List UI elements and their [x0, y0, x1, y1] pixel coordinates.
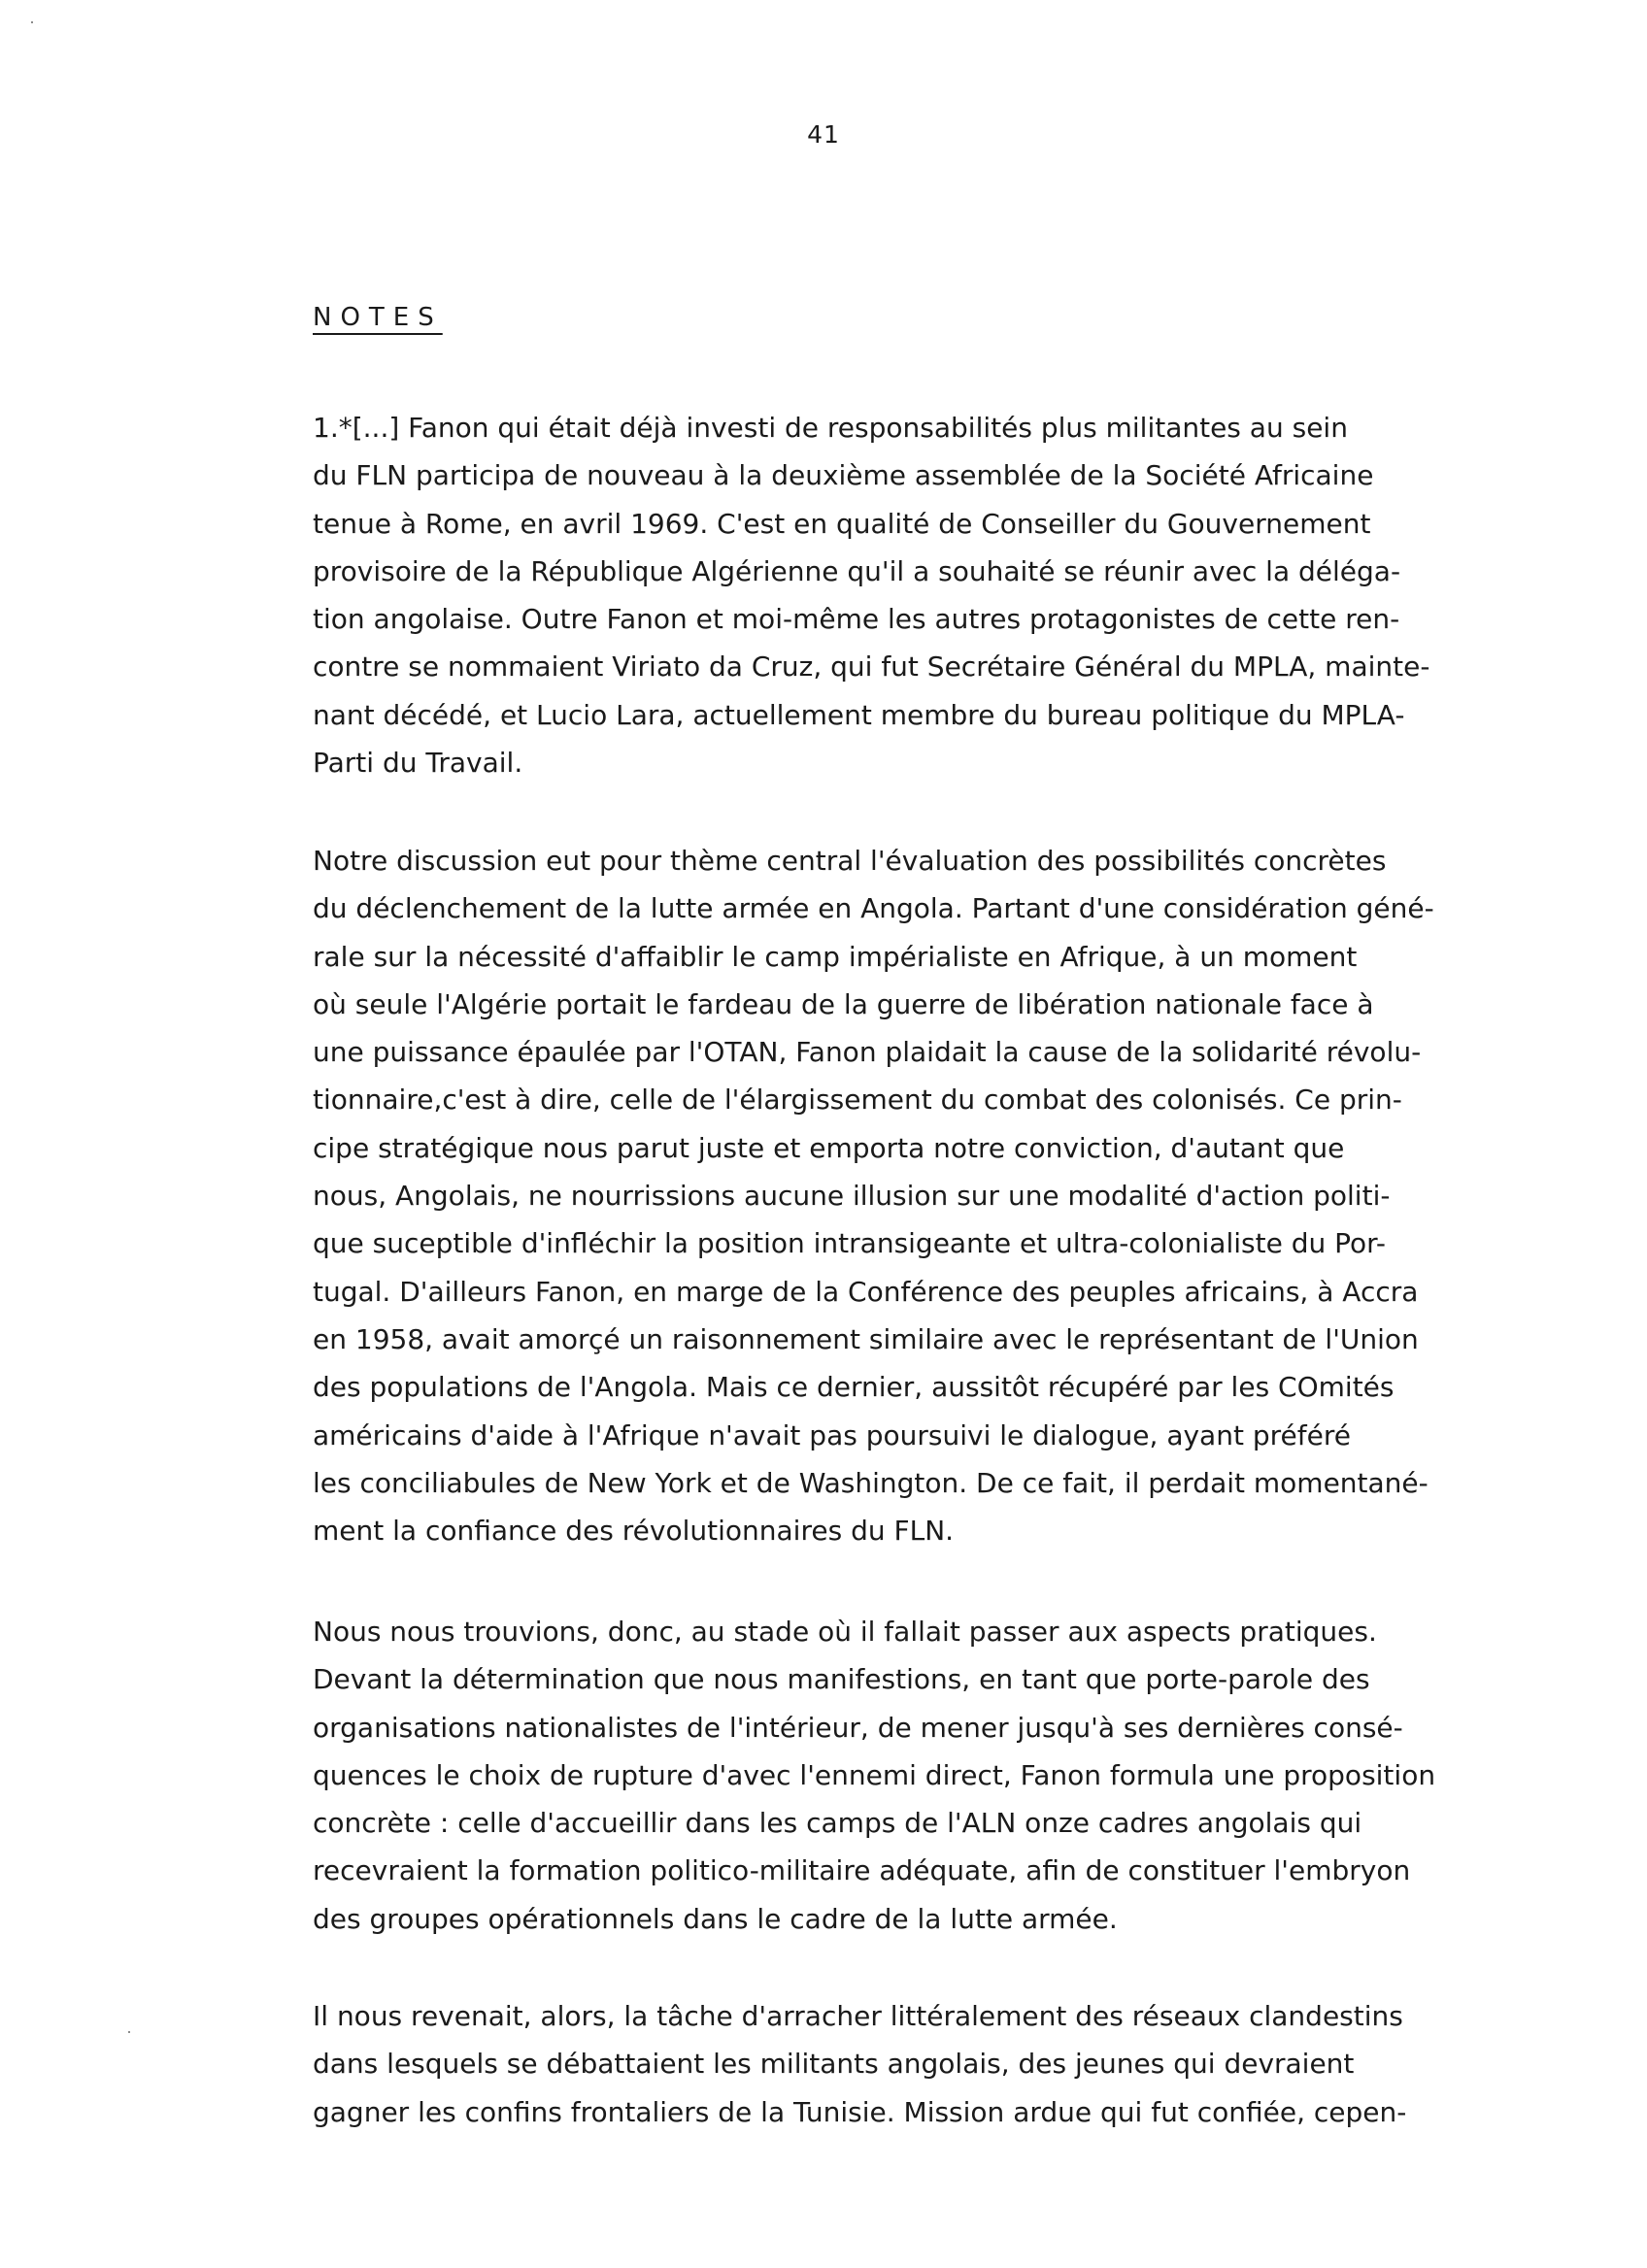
- text-line: des populations de l'Angola. Mais ce dernier, aussitôt récupéré par les COmités: [313, 1371, 1395, 1404]
- text-line: une puissance épaulée par l'OTAN, Fanon plaidait la cause de la solidarité révolu-: [313, 1036, 1422, 1069]
- paragraph-1: [313, 404, 1556, 786]
- text-line: en 1958, avait amorçé un raisonnement similaire avec le représentant de l'Union: [313, 1322, 1419, 1355]
- text-line: les conciliabules de New York et de Washington. De ce fait, il perdait momentané-: [313, 1466, 1429, 1499]
- text-line: 1.*[...] Fanon qui était déjà investi de responsabilités plus militantes au sein: [313, 412, 1348, 444]
- text-line: dans lesquels se débattaient les militants angolais, des jeunes qui devraient: [313, 2048, 1355, 2081]
- text-line: ment la confiance des révolutionnaires du FLN.: [313, 1515, 955, 1548]
- text-line: tion angolaise. Outre Fanon et moi-même les autres protagonistes de cette ren-: [313, 603, 1400, 636]
- text-line: où seule l'Algérie portait le fardeau de la guerre de libération nationale face à: [313, 987, 1374, 1020]
- text-line: américains d'aide à l'Afrique n'avait pas poursuivi le dialogue, ayant préféré: [313, 1418, 1351, 1451]
- text-line: contre se nommaient Viriato da Cruz, qui fut Secrétaire Général du MPLA, mainte-: [313, 650, 1430, 684]
- text-line: des groupes opérationnels dans le cadre de la lutte armée.: [313, 1902, 1118, 1935]
- text-line: du FLN participa de nouveau à la deuxième assemblée de la Société Africaine: [313, 459, 1374, 492]
- text-line: tionnaire,c'est à dire, celle de l'élargissement du combat des colonisés. Ce prin-: [313, 1084, 1402, 1117]
- scan-speck: [31, 21, 33, 23]
- text-line: nant décédé, et Lucio Lara, actuellement membre du bureau politique du MPLA-: [313, 698, 1405, 731]
- text-line: que suceptible d'infléchir la position intransigeante et ultra-colonialiste du Por-: [313, 1227, 1386, 1260]
- text-line: recevraient la formation politico-militaire adéquate, afin de constituer l'embryon: [313, 1854, 1411, 1887]
- text-line: quences le choix de rupture d'avec l'ennemi direct, Fanon formula une proposition: [313, 1758, 1436, 1791]
- text-line: Il nous revenait, alors, la tâche d'arracher littéralement des réseaux clandestins: [313, 2000, 1403, 2032]
- scan-speck: [128, 2031, 130, 2033]
- text-line: gagner les confins frontaliers de la Tunisie. Mission ardue qui fut confiée, cepen-: [313, 2095, 1407, 2128]
- text-line: cipe stratégique nous parut juste et emporta notre conviction, d'autant que: [313, 1131, 1345, 1164]
- text-line: tugal. D'ailleurs Fanon, en marge de la Conférence des peuples africains, à Accra: [313, 1275, 1419, 1308]
- text-line: nous, Angolais, ne nourrissions aucune illusion sur une modalité d'action politi-: [313, 1180, 1391, 1213]
- text-line: tenue à Rome, en avril 1969. C'est en qualité de Conseiller du Gouvernement: [313, 507, 1371, 540]
- text-line: rale sur la nécessité d'affaiblir le camp impérialiste en Afrique, à un moment: [313, 940, 1358, 973]
- text-line: concrète : celle d'accueillir dans les camps de l'ALN onze cadres angolais qui: [313, 1807, 1362, 1840]
- text-line: Nous nous trouvions, donc, au stade où il fallait passer aux aspects pratiques.: [313, 1616, 1377, 1648]
- text-line: Notre discussion eut pour thème central l'évaluation des possibilités concrètes: [313, 845, 1387, 877]
- section-title: NOTES: [313, 303, 443, 332]
- text-line: organisations nationalistes de l'intérieur, de mener jusqu'à ses dernières consé-: [313, 1711, 1403, 1744]
- text-line: Parti du Travail.: [313, 747, 523, 780]
- paragraph-4: [313, 1992, 1556, 2136]
- paragraph-3: [313, 1608, 1556, 1943]
- text-line: du déclenchement de la lutte armée en Angola. Partant d'une considération géné-: [313, 892, 1434, 925]
- paragraph-2: [313, 837, 1556, 1554]
- text-line: provisoire de la République Algérienne qu'il a souhaité se réunir avec la déléga-: [313, 554, 1401, 587]
- text-line: Devant la détermination que nous manifestions, en tant que porte-parole des: [313, 1663, 1370, 1696]
- page-number: 41: [807, 120, 840, 149]
